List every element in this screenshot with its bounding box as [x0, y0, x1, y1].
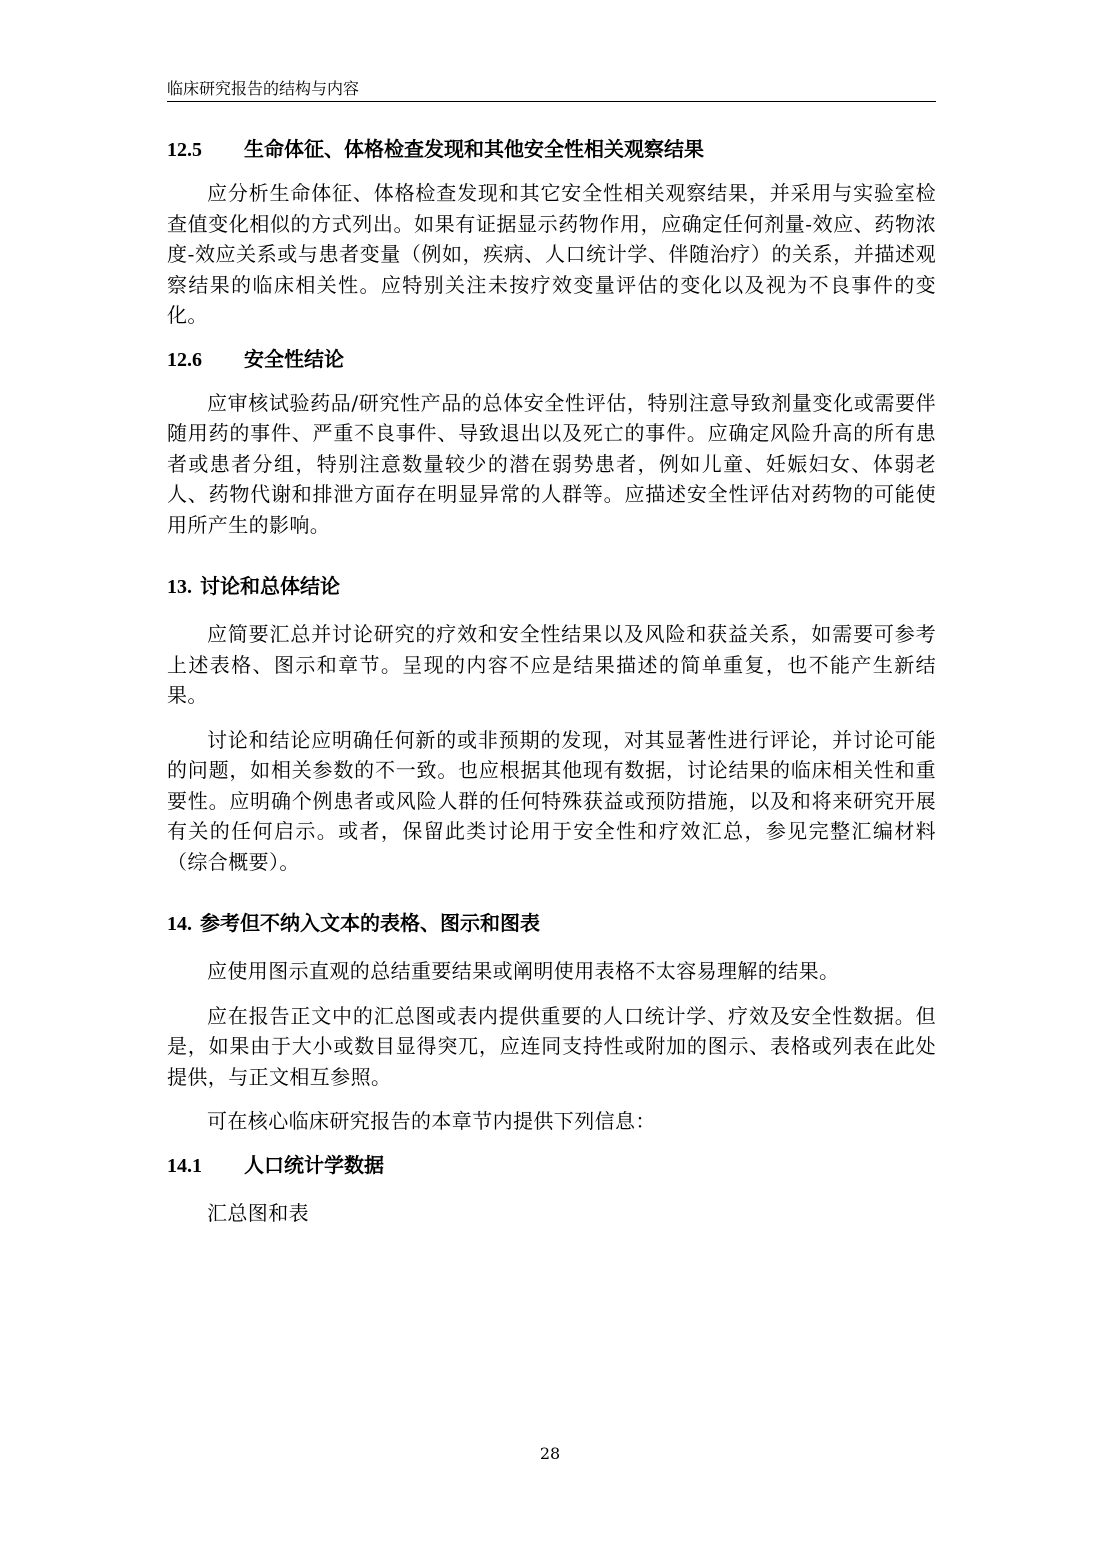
section-title: 安全性结论: [244, 346, 344, 371]
section-number: 14.1: [167, 1154, 202, 1177]
paragraph: 应使用图示直观的总结重要结果或阐明使用表格不太容易理解的结果。: [207, 959, 840, 983]
section-heading-14: [167, 905, 936, 942]
paragraph: 应分析生命体征、体格检查发现和其它安全性相关观察结果，并采用与实验室检查值变化相似的方式列出。如果有证据显示药物作用，应确定任何剂量-效应、药物浓度-效应关系或与患者变量（例如，疾病、人口统计学、伴随治疗）的关系，并描述观察结果的临床相关性。应特别关注未按疗效变量评估的变化以及视为不良事件的变化。: [167, 181, 936, 327]
running-header: 临床研究报告的结构与内容: [167, 79, 360, 98]
section-number: 12.5: [167, 139, 202, 161]
paragraph: 应简要汇总并讨论研究的疗效和安全性结果以及风险和获益关系，如需要可参考上述表格、图示和章节。呈现的内容不应是结果描述的简单重复，也不能产生新结果。: [167, 622, 936, 707]
paragraph: 应在报告正文中的汇总图或表内提供重要的人口统计学、疗效及安全性数据。但是，如果由于大小或数目显得突兀，应连同支持性或附加的图示、表格或列表在此处提供，与正文相互参照。: [167, 1003, 936, 1089]
paragraph: 可在核心临床研究报告的本章节内提供下列信息：: [207, 1109, 656, 1133]
section-number: 13.: [167, 576, 192, 598]
section-heading-12-6: [167, 341, 936, 378]
page-number: 28: [539, 1444, 561, 1463]
section-title: 参考但不纳入文本的表格、图示和图表: [200, 911, 540, 935]
section-heading-12-5: [167, 131, 936, 168]
page-body: [167, 131, 936, 1228]
section-title: 讨论和总体结论: [200, 574, 340, 598]
header-divider: [167, 101, 936, 102]
section-title: 人口统计学数据: [244, 1152, 384, 1177]
section-heading-13: [167, 568, 936, 605]
section-title: 生命体征、体格检查发现和其他安全性相关观察结果: [244, 137, 704, 161]
paragraph: 讨论和结论应明确任何新的或非预期的发现，对其显著性进行评论，并讨论可能的问题，如相关参数的不一致。也应根据其他现有数据，讨论结果的临床相关性和重要性。应明确个例患者或风险人群的任何特殊获益或预防措施，以及和将来研究开展有关的任何启示。或者，保留此类讨论用于安全性和疗效汇总，参见完整汇编材料（综合概要）。: [167, 727, 936, 874]
section-heading-14-1: [167, 1147, 936, 1184]
section-number: 12.6: [167, 348, 202, 371]
paragraph: 应审核试验药品/研究性产品的总体安全性评估，特别注意导致剂量变化或需要伴随用药的事件、严重不良事件、导致退出以及死亡的事件。应确定风险升高的所有患者或患者分组，特别注意数量较少的潜在弱势患者，例如儿童、妊娠妇女、体弱老人、药物代谢和排泄方面存在明显异常的人群等。应描述安全性评估对药物的可能使用所产生的影响。: [167, 390, 936, 537]
paragraph: 汇总图和表: [207, 1200, 309, 1225]
section-number: 14.: [167, 913, 192, 935]
